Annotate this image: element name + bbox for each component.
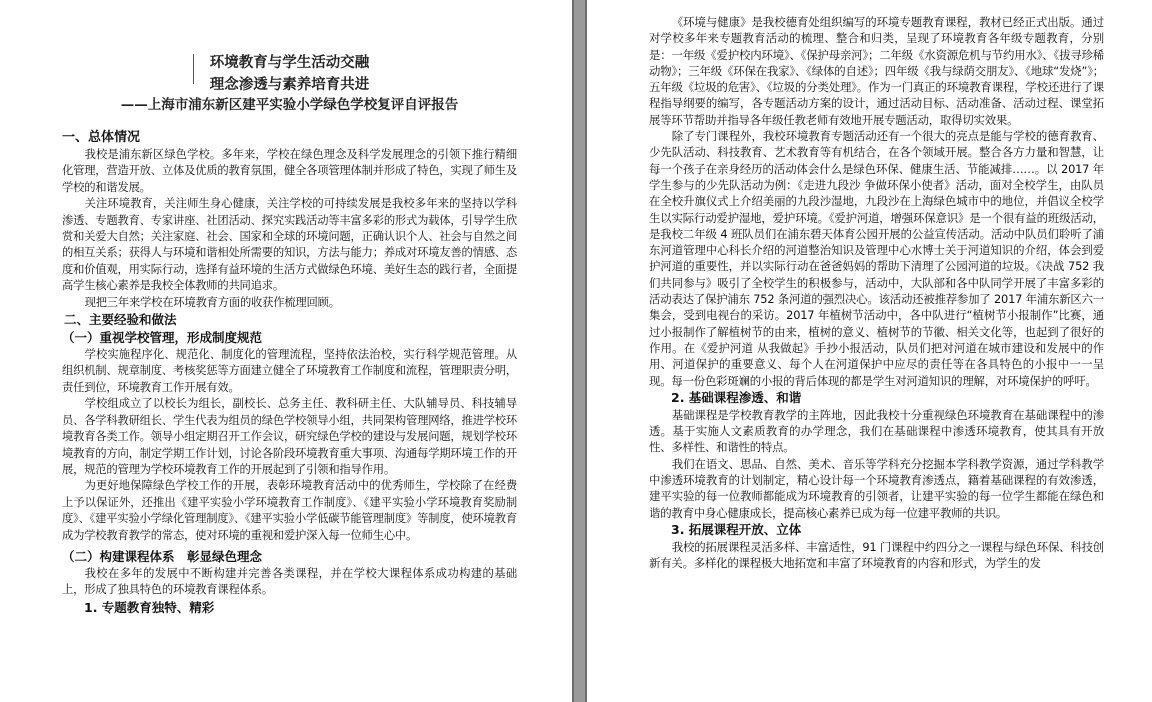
paragraph: 我校的拓展课程灵活多样、丰富适性，91 门课程中约四分之一课程与绿色环保、科技创新有关。多样化的课程极大地拓宽和丰富了环境教育的内容和形式，为学生的发 (649, 539, 1104, 571)
document-page-left (0, 0, 572, 702)
subsection-heading-curriculum: （二）构建课程体系 彰显绿色理念 (62, 548, 263, 564)
paragraph: 为更好地保障绿色学校工作的开展，表彰环境教育活动中的优秀师生，学校除了在经费上予以保证外，还推出《建平实验小学环境教育工作制度》、《建平实验小学环境教育奖励制度》、《建平实验小学绿化管理制度》、《建平实验小学低碳节能管理制度》等制度，使环境教育成为学校教育教学的常态，使对环境的重视和爱护深入每一位师生心中。 (62, 479, 517, 542)
paragraph: 基础课程是学校教育教学的主阵地，因此我校十分重视绿色环境教育在基础课程中的渗透。基于实施人文素质教育的办学理念，我们在基础课程中渗透环境教育，使其具有开放性、多样性、和谐性的特点。 (649, 407, 1104, 455)
paragraph: 我校在多年的发展中不断构建并完善各类课程，并在学校大课程体系成功构建的基础上，形成了独具特色的环境教育课程体系。 (62, 566, 517, 597)
paragraph: 学校组成立了以校长为组长，副校长、总务主任、教科研主任、大队辅导员、科技辅导员、各学科教研组长、学生代表为组员的绿色学校领导小组，共同架构管理网络，推进学校环境教育各类工作。领导小组定期召开工作会议，研究绿色学校的建设与发展问题，规划学校环境教育的方向，制定学期工作计划，讨论各阶段环境教育重大事项、沟通每学期环境工作的开展，规范的管理为学校环境教育工作的开展起到了引领和指导作用。 (62, 397, 517, 476)
page-divider (572, 0, 574, 702)
paragraph: 现把三年来学校在环境教育方面的收获作梳理回顾。 (84, 295, 340, 309)
subsection-heading-special-education: 1. 专题教育独特、精彩 (84, 599, 215, 615)
section-heading-overview: 一、总体情况 (62, 130, 141, 145)
document-page-right (587, 0, 1152, 702)
paragraph: 除了专门课程外，我校环境教育专题活动还有一个很大的亮点是能与学校的德育教育、少先队活动、科技教育、艺术教育等有机结合，在各个领域开展。整合各方力量和智慧，让每一个孩子在亲身经历的活动体会什么是绿色环保、健康生活、节能减排……。以 2017 年学生参与的少先队活动为例：《走进九段沙 争做环保小使者》活动，面对全校学生，由队员在全校升旗仪式上介绍美丽的九段沙湿地，九段沙在上海绿色城市中的地位，并倡议全校学生以实际行动爱护湿地，爱护环境。《爱护河道，增强环保意识》是一个很有益的班级活动，是我校二年级 4 班队员们在浦东碧天体育公园开展的公益宣传活动。活动中队员们聆听了浦东河道管理中心科长介绍的河道整治知识及管理中心水博士关于河道知识的介绍，体会到爱护河道的重要性，并以实际行动在爸爸妈妈的帮助下清理了公园河道的垃圾。《决战 752 我们共同参与》吸引了全校学生的积极参与，活动中，大队部和各中队同学开展了丰富多彩的活动表达了保护浦东 752 条河道的强烈决心。该活动还被推荐参加了 2017 年浦东新区六一集会，受到电视台的采访。2017 年植树节活动中，各中队进行“植树节小报制作”比赛，通过小报制作了解植树节的由来，植树的意义、植树节的节徽、相关文化等，也起到了很好的作用。在《爱护河道 从我做起》手抄小报活动，队员们把对河道在城市建设和发展中的作用、河道保护的重要意义、每个人在河道保护中应尽的责任等在各具特色的小报中一一呈现。每一份色彩斑斓的小报的背后体现的都是学生对河道知识的理解，对环境保护的呼吁。 (649, 129, 1104, 388)
paragraph: 关注环境教育，关注师生身心健康，关注学校的可持续发展是我校多年来的坚持以学科渗透、专题教育、专家讲座、社团活动、探究实践活动等丰富多彩的形式为载体，引导学生欣赏和关爱大自然；关注家庭、社会、国家和全球的环境问题，正确认识个人、社会与自然之间的相互关系；获得人与环境和谐相处所需要的知识，方法与能力；养成对环境友善的情感、态度和价值观，用实际行动，选择有益环境的生活方式做绿色环境、美好生态的践行者，全面提高学生核心素养是我校全体教师的共同追求。 (62, 197, 517, 293)
paragraph: 《环境与健康》是我校德育处组织编写的环境专题教育课程，教材已经正式出版。通过对学校多年来专题教育活动的梳理、整合和归类，呈现了环境教育各年级专题教育，分别是：一年级《爱护校内环境》、《保护母亲河》；二年级《水资源危机与节约用水》、《拔寻珍稀动物》；三年级《环保在我家》、《绿体的自述》；四年级《我与绿荫交朋友》、《地球“发烧”》；五年级《垃圾的危害》、《垃圾的分类处理》。作为一门真正的环境教育课程，学校还进行了课程指导纲要的编写，各专题活动方案的设计，通过活动目标、活动准备、活动过程、课堂拓展等环节帮助并指导各年级任教老师有效地开展专题活动，取得切实效果。 (649, 15, 1104, 127)
subsection-heading-extended-courses: 3. 拓展课程开放、立体 (671, 521, 802, 537)
paragraph: 学校实施程序化、规范化、制度化的管理流程，坚持依法治校，实行科学规范管理。从组织机制、规章制度、考核奖惩等方面建立健全了环境教育工作制度和流程，管理职责分明，责任到位，环境教育工作开展有效。 (62, 348, 517, 394)
paragraph: 我们在语文、思品、自然、美术、音乐等学科充分挖掘本学科教学资源，通过学科教学中渗透环境教育的计划制定，精心设计每一个环境教育渗透点，籍着基础课程的有效渗透，建平实验的每一位教师都能成为环境教育的引领者，让建平实验的每一位学生都能在绿色和谐的教育中身心健康成长，提高核心素养已成为每一位建平教师的共识。 (649, 456, 1104, 520)
subsection-heading-basic-courses: 2. 基础课程渗透、和谐 (671, 389, 802, 405)
report-subtitle-school: ——上海市浦东新区建平实验小学绿色学校复评自评报告 (120, 97, 459, 113)
report-title: 环境教育与学生活动交融 (209, 54, 370, 71)
report-subtitle: 理念渗透与素养培育共进 (209, 76, 370, 93)
paragraph: 我校是浦东新区绿色学校。多年来，学校在绿色理念及科学发展理念的引领下推行精细化管理，营造开放、立体及优质的教育氛围，健全各项管理体制并形成了特色，实现了师生及学校的和谐发展。 (62, 148, 517, 194)
section-heading-experience: 二、主要经验和做法 (64, 312, 177, 328)
right-page-content (649, 14, 1104, 572)
subsection-heading-management: （一）重视学校管理，形成制度规范 (62, 330, 263, 346)
left-page-content (62, 0, 517, 617)
